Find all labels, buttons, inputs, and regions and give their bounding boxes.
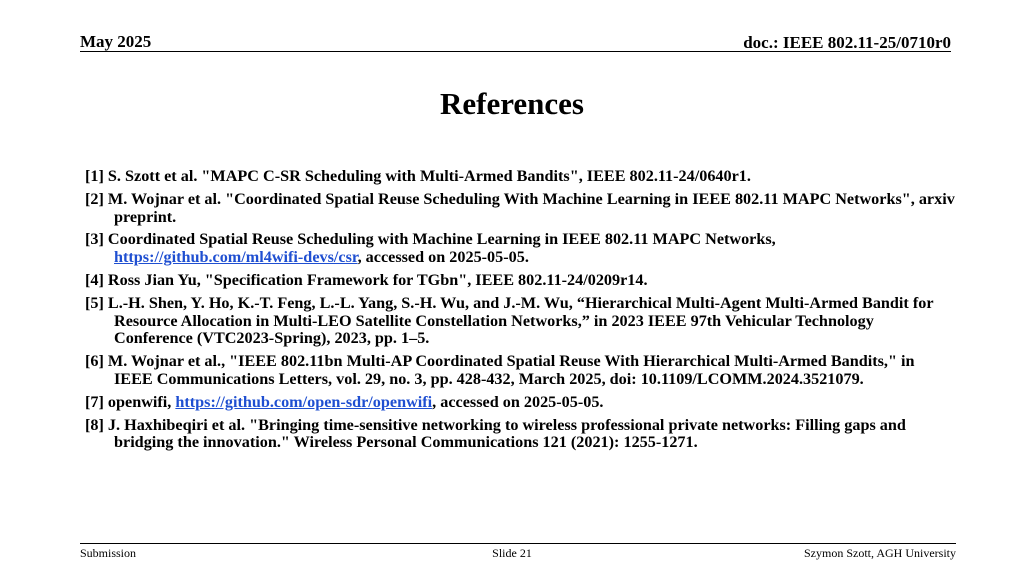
reference-text: [7] openwifi,: [85, 392, 176, 411]
reference-text: [8] J. Haxhibeqiri et al. "Bringing time-sensitive networking to wireless professional private networks: Filling gaps and bridging the innovation." Wireless Personal Communications 121 (2021): 1255-1271.: [85, 415, 906, 452]
reference-item-8: [85, 417, 955, 453]
reference-text-suffix: , accessed on 2025-05-05.: [357, 248, 529, 267]
reference-link-csr[interactable]: https://github.com/ml4wifi-devs/csr: [114, 248, 358, 267]
reference-item-7: [85, 394, 955, 412]
reference-text: [3] Coordinated Spatial Reuse Scheduling with Machine Learning in IEEE 802.11 MAPC Networks,: [85, 230, 776, 249]
reference-list: [85, 168, 955, 457]
footer-slide-number: Slide 21: [492, 546, 532, 560]
reference-link-openwifi[interactable]: https://github.com/open-sdr/openwifi: [175, 392, 433, 411]
reference-item-6: [85, 353, 955, 389]
reference-item-4: [85, 272, 955, 290]
reference-text: [4] Ross Jian Yu, "Specification Framework for TGbn", IEEE 802.11-24/0209r14.: [85, 270, 648, 289]
reference-text: [5] L.-H. Shen, Y. Ho, K.-T. Feng, L.-L. Yang, S.-H. Wu, and J.-M. Wu, “Hierarchical Multi-Agent Multi-Armed Bandit for Resource Allocation in Multi-LEO Satellite Constellation Networks,” in 2023 IEEE 97th Vehicular Technology Conference (VTC2023-Spring), 2023, pp. 1–5.: [85, 293, 934, 348]
reference-item-3: [85, 231, 955, 267]
footer-divider: [80, 543, 956, 544]
reference-item-2: [85, 191, 955, 227]
header-doc-id: doc.: IEEE 802.11-25/0710r0: [743, 33, 951, 52]
footer-author: Szymon Szott, AGH University: [804, 546, 956, 560]
reference-text-suffix: , accessed on 2025-05-05.: [432, 392, 604, 411]
reference-item-5: [85, 295, 955, 348]
reference-text: [2] M. Wojnar et al. "Coordinated Spatial Reuse Scheduling With Machine Learning in IEEE 802.11 MAPC Networks", arxiv preprint.: [85, 189, 955, 226]
reference-text: [1] S. Szott et al. "MAPC C-SR Scheduling with Multi-Armed Bandits", IEEE 802.11-24/0640r1.: [85, 167, 751, 185]
reference-text: [6] M. Wojnar et al., "IEEE 802.11bn Multi-AP Coordinated Spatial Reuse With Hierarchical Multi-Armed Bandits," in IEEE Communications Letters, vol. 29, no. 3, pp. 428-432, March 2025, doi: 10.1109/LCOMM.2024.3521079.: [85, 352, 915, 388]
reference-item-1: [85, 168, 955, 186]
header-date: May 2025: [80, 32, 152, 51]
slide-title: References: [439, 86, 584, 121]
footer-submission: Submission: [80, 546, 137, 560]
header-divider: [80, 51, 951, 52]
